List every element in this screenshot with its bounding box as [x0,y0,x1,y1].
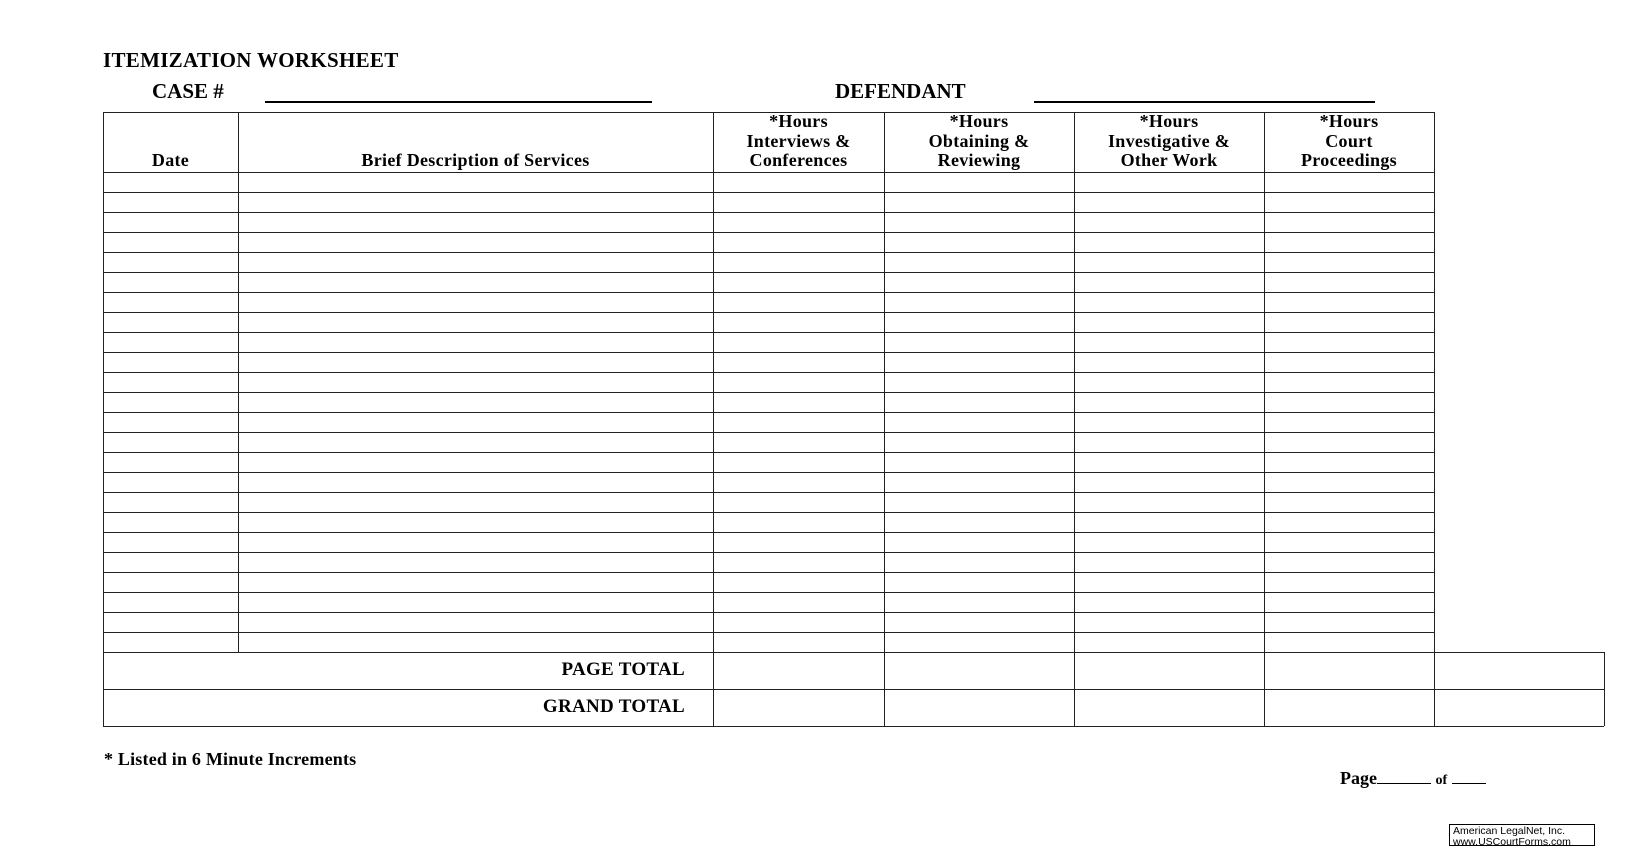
entry-cell-interviews[interactable] [714,633,883,651]
entry-cell-description[interactable] [239,533,712,551]
entry-cell-date[interactable] [104,253,237,271]
entry-cell-investigative[interactable] [1075,173,1263,191]
column-header-investigative [1074,112,1264,171]
table-right-border [1604,652,1605,726]
entry-cell-investigative[interactable] [1075,573,1263,591]
entry-cell-description[interactable] [239,353,712,371]
of-label: of [1435,773,1448,788]
entry-cell-obtaining[interactable] [885,593,1073,611]
entry-cell-description[interactable] [239,193,712,211]
entry-cell-date[interactable] [104,473,237,491]
entry-cell-obtaining[interactable] [885,573,1073,591]
entry-cell-obtaining[interactable] [885,373,1073,391]
entry-cell-date[interactable] [104,353,237,371]
entry-cell-investigative[interactable] [1075,433,1263,451]
entry-cell-date[interactable] [104,293,237,311]
column-header-line: *Hours [949,111,1009,131]
column-header-line: Proceedings [1301,150,1397,170]
entry-cell-description[interactable] [239,273,712,291]
entry-cell-court[interactable] [1265,333,1433,351]
publisher-stamp [1449,824,1595,846]
entry-cell-court[interactable] [1265,493,1433,511]
column-header-line: Brief Description of Services [361,150,590,170]
entry-cell-court[interactable] [1265,253,1433,271]
entry-cell-court[interactable] [1265,593,1433,611]
entry-cell-investigative[interactable] [1075,313,1263,331]
entry-cell-court[interactable] [1265,453,1433,471]
entry-cell-court[interactable] [1265,193,1433,211]
page-total-label: PAGE TOTAL [561,659,685,680]
entry-cell-interviews[interactable] [714,493,883,511]
entry-cell-interviews[interactable] [714,553,883,571]
column-rule [1434,112,1435,726]
grand-total-cell[interactable] [1265,690,1433,725]
grand-total-bottom-border [103,726,1604,727]
entry-cell-description[interactable] [239,593,712,611]
entry-cell-description[interactable] [239,253,712,271]
entry-cell-court[interactable] [1265,233,1433,251]
page-total-cell[interactable] [1075,653,1263,688]
entry-cell-interviews[interactable] [714,453,883,471]
entry-cell-description[interactable] [239,393,712,411]
column-header-line: Court [1325,130,1373,151]
entry-cell-court[interactable] [1265,573,1433,591]
entry-cell-date[interactable] [104,333,237,351]
entry-cell-description[interactable] [239,493,712,511]
entry-cell-obtaining[interactable] [885,433,1073,451]
entry-cell-obtaining[interactable] [885,413,1073,431]
entry-cell-investigative[interactable] [1075,213,1263,231]
entry-cell-investigative[interactable] [1075,533,1263,551]
entry-cell-date[interactable] [104,213,237,231]
entry-cell-obtaining[interactable] [885,533,1073,551]
column-header-line: *Hours [1139,111,1199,131]
entry-cell-investigative[interactable] [1075,593,1263,611]
column-header-line: Conferences [749,150,848,170]
entry-cell-court[interactable] [1265,513,1433,531]
grand-total-cell[interactable] [885,690,1073,725]
footnote: * Listed in 6 Minute Increments [104,749,357,769]
entry-cell-investigative[interactable] [1075,273,1263,291]
entry-cell-obtaining[interactable] [885,633,1073,651]
entry-cell-date[interactable] [104,593,237,611]
entry-cell-interviews[interactable] [714,393,883,411]
entry-cell-date[interactable] [104,373,237,391]
entry-cell-interviews[interactable] [714,613,883,631]
entry-cell-investigative[interactable] [1075,333,1263,351]
entry-cell-description[interactable] [239,633,712,651]
entry-cell-court[interactable] [1265,173,1433,191]
entry-cell-interviews[interactable] [714,373,883,391]
column-header-line [103,132,238,152]
entry-cell-interviews[interactable] [714,433,883,451]
entry-cell-description[interactable] [239,433,712,451]
entry-cell-obtaining[interactable] [885,473,1073,491]
entry-cell-interviews[interactable] [714,353,883,371]
column-header-line: Other Work [1120,150,1218,170]
entry-cell-interviews[interactable] [714,273,883,291]
entry-cell-court[interactable] [1265,473,1433,491]
grand-total-label: GRAND TOTAL [542,696,685,717]
entry-cell-court[interactable] [1265,413,1433,431]
column-header-line: Obtaining & [928,130,1030,151]
publisher-name: American LegalNet, Inc. [1453,825,1566,837]
entry-cell-court[interactable] [1265,433,1433,451]
entry-cell-obtaining[interactable] [885,293,1073,311]
column-header-obtaining [884,112,1074,171]
entry-cell-investigative[interactable] [1075,393,1263,411]
entry-cell-investigative[interactable] [1075,233,1263,251]
entry-cell-court[interactable] [1265,613,1433,631]
entry-cell-description[interactable] [239,413,712,431]
entry-cell-date[interactable] [104,533,237,551]
grand-total-cell[interactable] [714,690,883,725]
column-header-line: *Hours [769,111,828,131]
column-header-line: Investigative & [1108,130,1230,151]
entry-cell-description[interactable] [239,473,712,491]
entry-cell-investigative[interactable] [1075,193,1263,211]
entry-cell-obtaining[interactable] [885,313,1073,331]
entry-cell-court[interactable] [1265,553,1433,571]
defendant-label: DEFENDANT [835,79,966,103]
entry-cell-investigative[interactable] [1075,373,1263,391]
grand-total-cell[interactable] [1075,690,1263,725]
entry-cell-obtaining[interactable] [885,513,1073,531]
column-header-line [238,132,713,152]
entry-cell-date[interactable] [104,233,237,251]
page-total-field[interactable] [1452,769,1486,784]
publisher-url: www.USCourtForms.com [1453,835,1571,848]
entry-cell-obtaining[interactable] [885,333,1073,351]
entry-cell-court[interactable] [1265,533,1433,551]
entry-cell-date[interactable] [104,573,237,591]
entry-cell-interviews[interactable] [714,573,883,591]
column-header-court [1264,112,1434,171]
entry-cell-description[interactable] [239,213,712,231]
entry-cell-interviews[interactable] [714,513,883,531]
entry-cell-description[interactable] [239,513,712,531]
entry-cell-investigative[interactable] [1075,293,1263,311]
page-total-cell[interactable] [885,653,1073,688]
page-current-field[interactable] [1377,769,1431,784]
entry-cell-investigative[interactable] [1075,413,1263,431]
entry-cell-description[interactable] [239,293,712,311]
entry-cell-date[interactable] [104,513,237,531]
entry-cell-date[interactable] [104,173,237,191]
entry-cell-interviews[interactable] [714,193,883,211]
entry-cell-interviews[interactable] [714,333,883,351]
grand-total-cell[interactable] [1435,690,1603,725]
entry-cell-date[interactable] [104,313,237,331]
page-number [1340,768,1486,789]
entry-cell-date[interactable] [104,193,237,211]
entry-cell-investigative[interactable] [1075,253,1263,271]
entry-cell-obtaining[interactable] [885,273,1073,291]
entry-cell-court[interactable] [1265,213,1433,231]
entry-cell-court[interactable] [1265,353,1433,371]
entry-cell-interviews[interactable] [714,173,883,191]
entry-cell-obtaining[interactable] [885,453,1073,471]
entry-cell-description[interactable] [239,233,712,251]
entry-cell-court[interactable] [1265,293,1433,311]
page-total-cell[interactable] [1265,653,1433,688]
entry-cell-court[interactable] [1265,393,1433,411]
entry-cell-obtaining[interactable] [885,613,1073,631]
entry-cell-obtaining[interactable] [885,233,1073,251]
entry-cell-obtaining[interactable] [885,193,1073,211]
entry-cell-description[interactable] [239,573,712,591]
form-title: ITEMIZATION WORKSHEET [103,48,399,72]
entry-cell-court[interactable] [1265,633,1433,651]
entry-cell-interviews[interactable] [714,533,883,551]
entry-cell-date[interactable] [104,613,237,631]
entry-cell-investigative[interactable] [1075,353,1263,371]
entry-cell-date[interactable] [104,393,237,411]
page-label: Page [1340,768,1377,788]
entry-cell-court[interactable] [1265,373,1433,391]
column-header-date [103,112,238,171]
column-header-line: *Hours [1319,111,1379,131]
entry-cell-description[interactable] [239,553,712,571]
entry-cell-date[interactable] [104,413,237,431]
defendant-field[interactable] [1034,101,1375,103]
column-header-interviews [713,112,884,171]
entry-cell-investigative[interactable] [1075,513,1263,531]
entry-cell-interviews[interactable] [714,213,883,231]
entry-cell-date[interactable] [104,433,237,451]
entry-cell-obtaining[interactable] [885,393,1073,411]
entry-cell-interviews[interactable] [714,253,883,271]
column-header-line [103,112,238,132]
column-header-line: Interviews & [746,130,851,151]
entry-cell-obtaining[interactable] [885,173,1073,191]
entry-cell-court[interactable] [1265,273,1433,291]
entry-cell-obtaining[interactable] [885,353,1073,371]
entry-cell-interviews[interactable] [714,233,883,251]
case-number-label: CASE # [152,79,224,103]
entry-cell-investigative[interactable] [1075,473,1263,491]
entry-cell-interviews[interactable] [714,293,883,311]
page-total-cell[interactable] [714,653,883,688]
case-number-field[interactable] [265,101,652,103]
entry-cell-obtaining[interactable] [885,213,1073,231]
entry-cell-obtaining[interactable] [885,553,1073,571]
column-header-line [238,112,713,132]
entry-cell-investigative[interactable] [1075,553,1263,571]
entry-cell-date[interactable] [104,453,237,471]
entry-cell-obtaining[interactable] [885,253,1073,271]
column-header-description [238,112,713,171]
column-header-line: Date [151,150,190,170]
entry-cell-investigative[interactable] [1075,453,1263,471]
entry-cell-description[interactable] [239,173,712,191]
entry-cell-interviews[interactable] [714,413,883,431]
entry-cell-interviews[interactable] [714,313,883,331]
entry-cell-investigative[interactable] [1075,493,1263,511]
entry-cell-investigative[interactable] [1075,633,1263,651]
entry-cell-date[interactable] [104,273,237,291]
column-header-line: Reviewing [937,150,1021,170]
entry-cell-date[interactable] [104,493,237,511]
entry-cell-obtaining[interactable] [885,493,1073,511]
entry-cell-date[interactable] [104,553,237,571]
entry-cell-description[interactable] [239,333,712,351]
entry-cell-court[interactable] [1265,313,1433,331]
entry-cell-description[interactable] [239,613,712,631]
entry-cell-investigative[interactable] [1075,613,1263,631]
page-total-cell[interactable] [1435,653,1603,688]
entry-cell-interviews[interactable] [714,473,883,491]
entry-cell-date[interactable] [104,633,237,651]
entry-cell-description[interactable] [239,313,712,331]
entry-cell-description[interactable] [239,453,712,471]
entry-cell-interviews[interactable] [714,593,883,611]
entry-cell-description[interactable] [239,373,712,391]
